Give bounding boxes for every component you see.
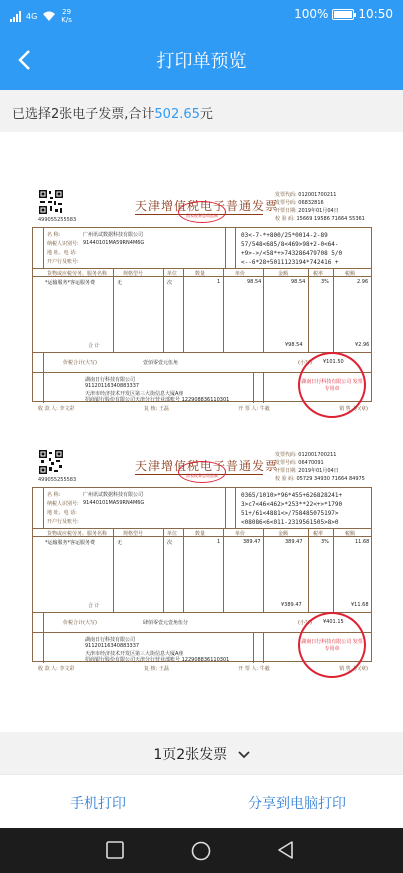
total-amount: ¥389.47	[281, 602, 302, 608]
col-spec: 规格型号	[123, 271, 144, 277]
cipher-text: 03<-7-*+800/25*0014-2-89 57/548<685/8<469>98+2-0<64- +9>->/<58*+>743286479708 5/0 <--6*28+5011123194*742416 +	[241, 232, 343, 266]
app-header	[0, 0, 403, 90]
seller-label: 销 售 方:(章)	[339, 406, 368, 412]
reviewer-label: 复 核:	[143, 406, 158, 412]
item-amount: 98.54	[291, 279, 306, 285]
buyer-addr-label: 地 址、电 话:	[47, 250, 77, 256]
col-rate: 税率	[313, 271, 324, 277]
meta-date: 2019年01月04日	[298, 208, 339, 214]
drawer: 牛毅	[259, 666, 270, 672]
back-triangle-icon[interactable]	[277, 841, 295, 859]
supervision-seal: 国家税务总局监制	[178, 461, 226, 483]
drawer: 牛毅	[259, 406, 270, 412]
selection-summary	[0, 90, 403, 132]
item-price: 98.54	[247, 279, 262, 285]
item-rate: 3%	[321, 539, 329, 545]
total-label: 合 计	[88, 343, 100, 349]
item-spec: 无	[117, 280, 123, 286]
grand-cn: 肆佰零壹元壹角伍分	[143, 620, 189, 626]
item-rate: 3%	[321, 279, 329, 285]
buyer-name: 广州讯试数据科技有限公司	[83, 232, 144, 238]
action-bar	[0, 774, 403, 828]
meta-label: 发票代码:	[275, 452, 297, 458]
buyer-name-label: 名 称:	[47, 492, 61, 498]
total-tax: ¥11.68	[351, 602, 369, 608]
signature-row	[38, 405, 368, 412]
reviewer-label: 复 核:	[143, 666, 158, 672]
grand-amount: ¥101.50	[323, 359, 344, 365]
drawer-label: 开 票 人:	[238, 406, 259, 412]
page-title: 打印单预览	[156, 51, 247, 72]
grand-small-label: (小写)	[298, 620, 312, 626]
buyer-tax-id: 91440101MA59RN4M6G	[83, 240, 145, 246]
system-nav-bar	[0, 828, 403, 873]
net-speed-value: 29	[62, 8, 72, 16]
drawer-label: 开 票 人:	[238, 666, 259, 672]
seller-addr: 天津市经济技术开发区第三大街信息大厦A座	[85, 651, 184, 657]
col-unit: 单位	[167, 531, 178, 537]
col-qty: 数量	[195, 271, 206, 277]
recents-square-icon[interactable]	[106, 841, 124, 859]
buyer-bank-label: 开户行及账号:	[47, 259, 79, 265]
buyer-name: 广州讯试数据科技有限公司	[83, 492, 144, 498]
col-amount: 金额	[278, 531, 289, 537]
meta-label: 发票号码:	[275, 460, 297, 466]
summary-prefix: 已选择2张电子发票,合计	[12, 107, 155, 122]
clock: 10:50	[358, 7, 393, 21]
page-selector-label: 1页2张发票	[153, 747, 228, 763]
total-amount: ¥98.54	[285, 342, 303, 348]
item-qty: 1	[217, 279, 221, 285]
home-circle-icon[interactable]	[191, 841, 211, 861]
item-tax: 2.96	[357, 279, 369, 285]
cipher-text: 0365/1010>*96*455+626828241+ 3>c7<46<462>*253**22<+>*1790 51+/61<4881<>/758485075197> <08086<6<011-2319561505>8>0	[241, 492, 343, 526]
qr-code-icon	[38, 449, 64, 475]
total-label: 合 计	[88, 603, 100, 609]
item-name: *运输服务*客运服务费	[45, 540, 96, 546]
item-tax: 11.68	[355, 539, 370, 545]
buyer-name-label: 名 称:	[47, 232, 61, 238]
col-amount: 金额	[278, 271, 289, 277]
payee: 李文彩	[59, 666, 75, 672]
invoice-meta	[275, 451, 365, 483]
meta-check: 05729 34930 71664 84975	[296, 476, 365, 482]
seller-addr: 天津市经济技术开发区第三大街信息大厦A座	[85, 391, 184, 397]
status-bar	[0, 0, 403, 30]
payee: 李文彩	[59, 406, 75, 412]
payee-label: 收 款 人:	[38, 666, 58, 672]
invoice-title: 天津增值税电子普通发票	[135, 459, 279, 473]
col-tax: 税额	[345, 271, 356, 277]
net-speed-unit: K/s	[61, 16, 72, 24]
net-speed	[61, 8, 72, 24]
seller-tax-id: 91120116340883337	[85, 383, 140, 389]
page-selector[interactable]	[0, 732, 403, 774]
reviewer: 王磊	[158, 666, 169, 672]
reviewer: 王磊	[158, 406, 169, 412]
seller-bank: 招商银行股份有限公司天津分行营业部账号 122908836110301	[85, 657, 230, 663]
meta-code: 012001700211	[298, 192, 337, 198]
item-amount: 389.47	[285, 539, 303, 545]
col-name: 货物或应税劳务、服务名称	[47, 531, 108, 537]
buyer-tax-label: 纳税人识别号:	[47, 501, 79, 507]
col-spec: 规格型号	[123, 531, 144, 537]
meta-label: 校 验 码:	[275, 216, 295, 222]
seller-tax-id: 91120116340883337	[85, 643, 140, 649]
meta-label: 校 验 码:	[275, 476, 295, 482]
nav-bar	[0, 30, 403, 90]
network-type: 4G	[26, 11, 38, 21]
summary-amount: 502.65	[154, 107, 200, 122]
buyer-tax-label: 纳税人识别号:	[47, 241, 79, 247]
seller-stamp: 湖南日行科技有限公司 发票专用章	[298, 612, 366, 678]
seller-stamp: 湖南日行科技有限公司 发票专用章	[298, 352, 366, 418]
cell-signal-icon	[10, 11, 21, 22]
invoice-preview[interactable]	[0, 132, 403, 732]
grand-label: 价税合计(大写)	[63, 620, 97, 626]
col-price: 单价	[235, 271, 246, 277]
col-price: 单价	[235, 531, 246, 537]
col-rate: 税率	[313, 531, 324, 537]
buyer-addr-label: 地 址、电 话:	[47, 510, 77, 516]
grand-amount: ¥401.15	[323, 619, 344, 625]
meta-number: 06832816	[298, 200, 324, 206]
invoice-meta	[275, 191, 365, 223]
total-tax: ¥2.96	[355, 342, 370, 348]
seller-name: 湖南日行科技有限公司	[85, 377, 136, 383]
item-spec: 无	[117, 540, 123, 546]
item-unit: 次	[167, 540, 173, 546]
supervision-seal: 国家税务总局监制	[178, 201, 226, 223]
item-price: 389.47	[243, 539, 261, 545]
col-qty: 数量	[195, 531, 206, 537]
grand-cn: 壹佰零壹元伍角	[143, 360, 179, 366]
invoice-number: 499055255583	[38, 477, 77, 483]
chevron-down-icon	[238, 751, 250, 759]
meta-number: 06470091	[298, 460, 324, 466]
signature-row	[38, 665, 368, 672]
battery-icon	[332, 9, 354, 20]
col-name: 货物或应税劳务、服务名称	[47, 271, 108, 277]
item-unit: 次	[167, 280, 173, 286]
seller-label: 销 售 方:(章)	[339, 666, 368, 672]
share-to-pc-print-button[interactable]: 分享到电脑打印	[248, 796, 346, 812]
meta-code: 012001700211	[298, 452, 337, 458]
meta-date: 2019年01月04日	[298, 468, 339, 474]
meta-label: 发票代码:	[275, 192, 297, 198]
grand-label: 价税合计(大写)	[63, 360, 97, 366]
summary-suffix: 元	[199, 107, 213, 122]
qr-code-icon	[38, 189, 64, 215]
meta-label: 开票日期:	[275, 468, 297, 474]
phone-print-button[interactable]: 手机打印	[70, 796, 126, 812]
seller-name: 湖南日行科技有限公司	[85, 637, 136, 643]
buyer-tax-id: 91440101MA59RN4M6G	[83, 500, 145, 506]
grand-small-label: (小写)	[298, 360, 312, 366]
meta-check: 15669 19586 71664 55361	[296, 216, 365, 222]
invoice-number: 499055255583	[38, 217, 77, 223]
item-name: *运输服务*客运服务费	[45, 280, 96, 286]
buyer-bank-label: 开户行及账号:	[47, 519, 79, 525]
seller-bank: 招商银行股份有限公司天津分行营业部账号 122908836110301	[85, 397, 230, 403]
wifi-icon	[42, 11, 56, 22]
col-unit: 单位	[167, 271, 178, 277]
item-qty: 1	[217, 539, 221, 545]
col-tax: 税额	[345, 531, 356, 537]
invoice-card	[30, 447, 374, 687]
battery-percent: 100%	[294, 7, 329, 21]
invoice-title: 天津增值税电子普通发票	[135, 199, 279, 213]
invoice-card	[30, 187, 374, 427]
meta-label: 开票日期:	[275, 208, 297, 214]
payee-label: 收 款 人:	[38, 406, 58, 412]
meta-label: 发票号码:	[275, 200, 297, 206]
